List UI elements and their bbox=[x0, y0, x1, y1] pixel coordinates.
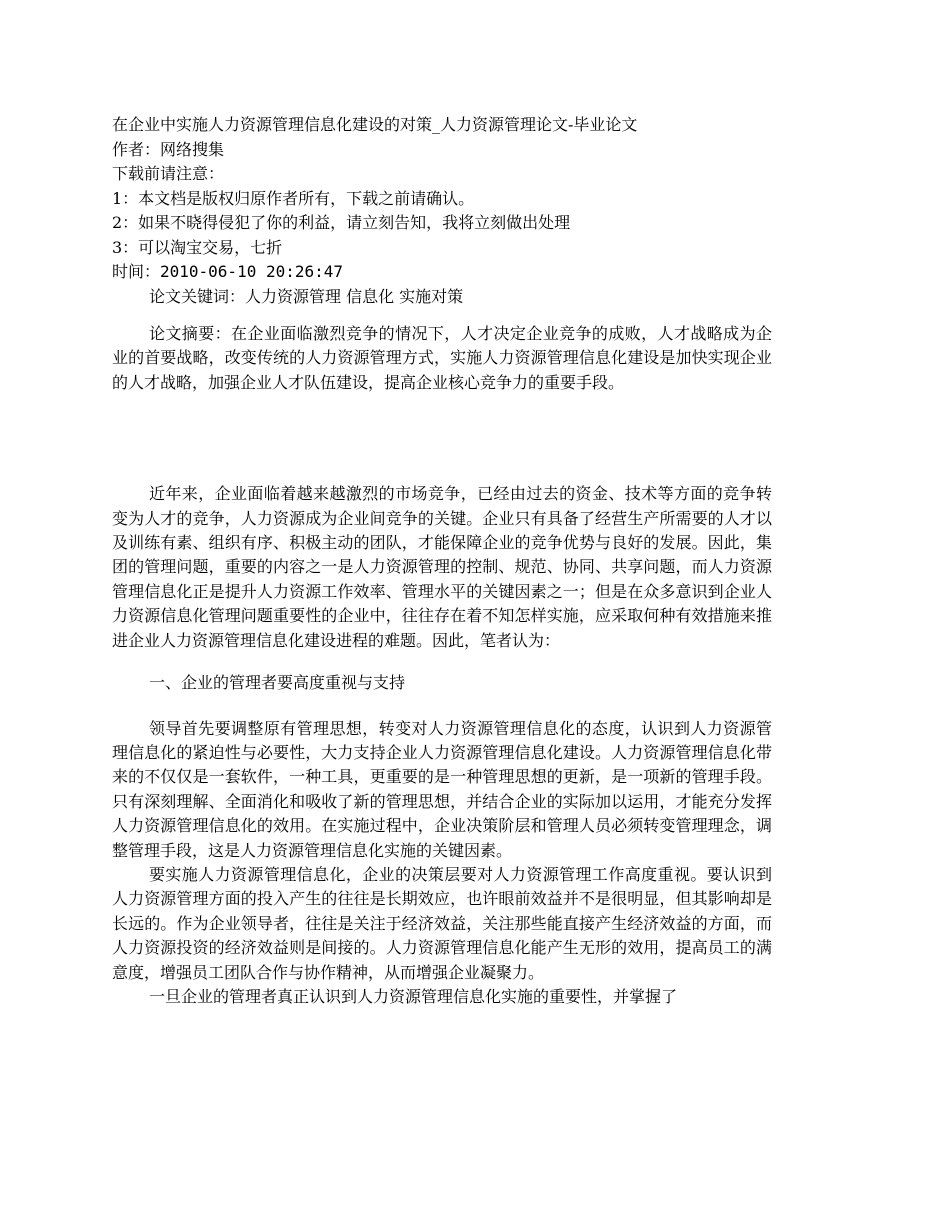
document-title: 在企业中实施人力资源管理信息化建设的对策_人力资源管理论文-毕业论文 bbox=[112, 115, 638, 134]
notice-item: 1：本文档是版权归原作者所有，下载之前请确认。 bbox=[112, 188, 475, 208]
intro-paragraph: 近年来，企业面临着越来越激烈的市场竞争，已经由过去的资金、技术等方面的竞争转变为人才的竞争，人力资源成为企业间竞争的关键。企业只有具备了经营生产所需要的人才以及训练有素、组织有序、积极主动的团队，才能保障企业的竞争优势与良好的发展。因此，集团的管理问题，重要的内容之一是人力资源管理的控制、规范、协同、共享问题，而人力资源管理信息化正是提升人力资源工作效率、管理水平的关键因素之一；但是在众多意识到企业人力资源信息化管理问题重要性的企业中，往往存在着不知怎样实施，应采取何种有效措施来推进企业人力资源管理信息化建设进程的难题。因此，笔者认为： bbox=[112, 484, 772, 650]
section-heading: 一、企业的管理者要高度重视与支持 bbox=[149, 673, 406, 693]
notice-heading: 下载前请注意： bbox=[112, 164, 225, 183]
notice-item: 3：可以淘宝交易，七折 bbox=[112, 237, 283, 257]
author-line: 作者：网络搜集 bbox=[112, 139, 225, 159]
body-paragraph: 一旦企业的管理者真正认识到人力资源管理信息化实施的重要性，并掌握了 bbox=[149, 987, 678, 1007]
publish-time: 时间：2010-06-10 20:26:47 bbox=[112, 262, 344, 281]
notice-item: 2：如果不晓得侵犯了你的利益，请立刻告知，我将立刻做出处理 bbox=[112, 213, 571, 232]
body-paragraph: 领导首先要调整原有管理思想，转变对人力资源管理信息化的态度，认识到人力资源管理信息化的紧迫性与必要性，大力支持企业人力资源管理信息化建设。人力资源管理信息化带来的不仅仅是一套软件，一种工具，更重要的是一种管理思想的更新，是一项新的管理手段。只有深刻理解、全面消化和吸收了新的管理思想，并结合企业的实际加以运用，才能充分发挥人力资源管理信息化的效用。在实施过程中，企业决策阶层和管理人员必须转变管理理念，调整管理手段，这是人力资源管理信息化实施的关键因素。 bbox=[112, 718, 772, 860]
body-paragraph: 要实施人力资源管理信息化，企业的决策层要对人力资源管理工作高度重视。要认识到人力资源管理方面的投入产生的往往是长期效应，也许眼前效益并不是很明显，但其影响却是长远的。作为企业领导者，往往是关注于经济效益，关注那些能直接产生经济效益的方面，而人力资源投资的经济效益则是间接的。人力资源管理信息化能产生无形的效用，提高员工的满意度，增强员工团队合作与协作精神，从而增强企业凝聚力。 bbox=[112, 865, 772, 982]
abstract-paragraph: 论文摘要：在企业面临激烈竞争的情况下，人才决定企业竞争的成败，人才战略成为企业的首要战略，改变传统的人力资源管理方式，实施人力资源管理信息化建设是加快实现企业的人才战略，加强企业人才队伍建设，提高企业核心竞争力的重要手段。 bbox=[112, 324, 772, 392]
document-page bbox=[112, 113, 772, 1009]
keywords-line: 论文关键词：人力资源管理 信息化 实施对策 bbox=[149, 286, 464, 306]
